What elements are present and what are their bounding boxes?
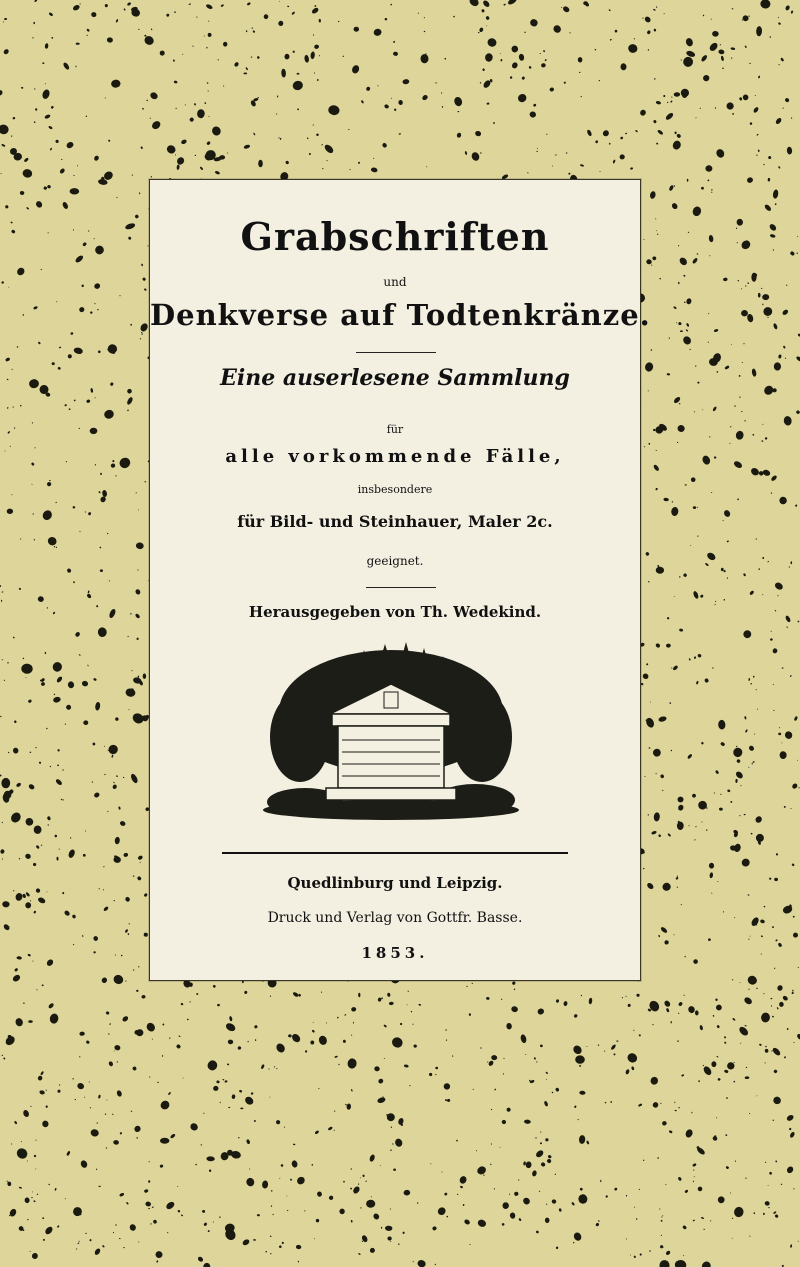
tomb-engraving-image bbox=[260, 642, 522, 822]
publication-year: 1853. bbox=[361, 944, 429, 962]
publication-place: Quedlinburg und Leipzig. bbox=[287, 874, 503, 892]
word-geeignet: geeignet. bbox=[366, 554, 424, 568]
collection-description: Eine auserlesene Sammlung bbox=[220, 365, 570, 391]
short-rule-bottom bbox=[366, 587, 436, 588]
short-rule-top bbox=[356, 352, 436, 353]
publisher-line: Druck und Verlag von Gottfr. Basse. bbox=[267, 910, 523, 926]
title-conjunction: und bbox=[383, 275, 407, 289]
long-rule bbox=[222, 852, 568, 854]
audience-line: für Bild- und Steinhauer, Maler 2c. bbox=[237, 512, 553, 531]
word-fuer: für bbox=[386, 423, 404, 436]
book-title: Grabschriften bbox=[240, 214, 550, 259]
word-insbesondere: insbesondere bbox=[357, 483, 433, 496]
title-page bbox=[149, 179, 651, 981]
cases-line: alle vorkommende Fälle, bbox=[225, 446, 565, 467]
book-subtitle: Denkverse auf Todtenkränze. bbox=[150, 298, 651, 332]
editor-line: Herausgegeben von Th. Wedekind. bbox=[248, 603, 542, 621]
